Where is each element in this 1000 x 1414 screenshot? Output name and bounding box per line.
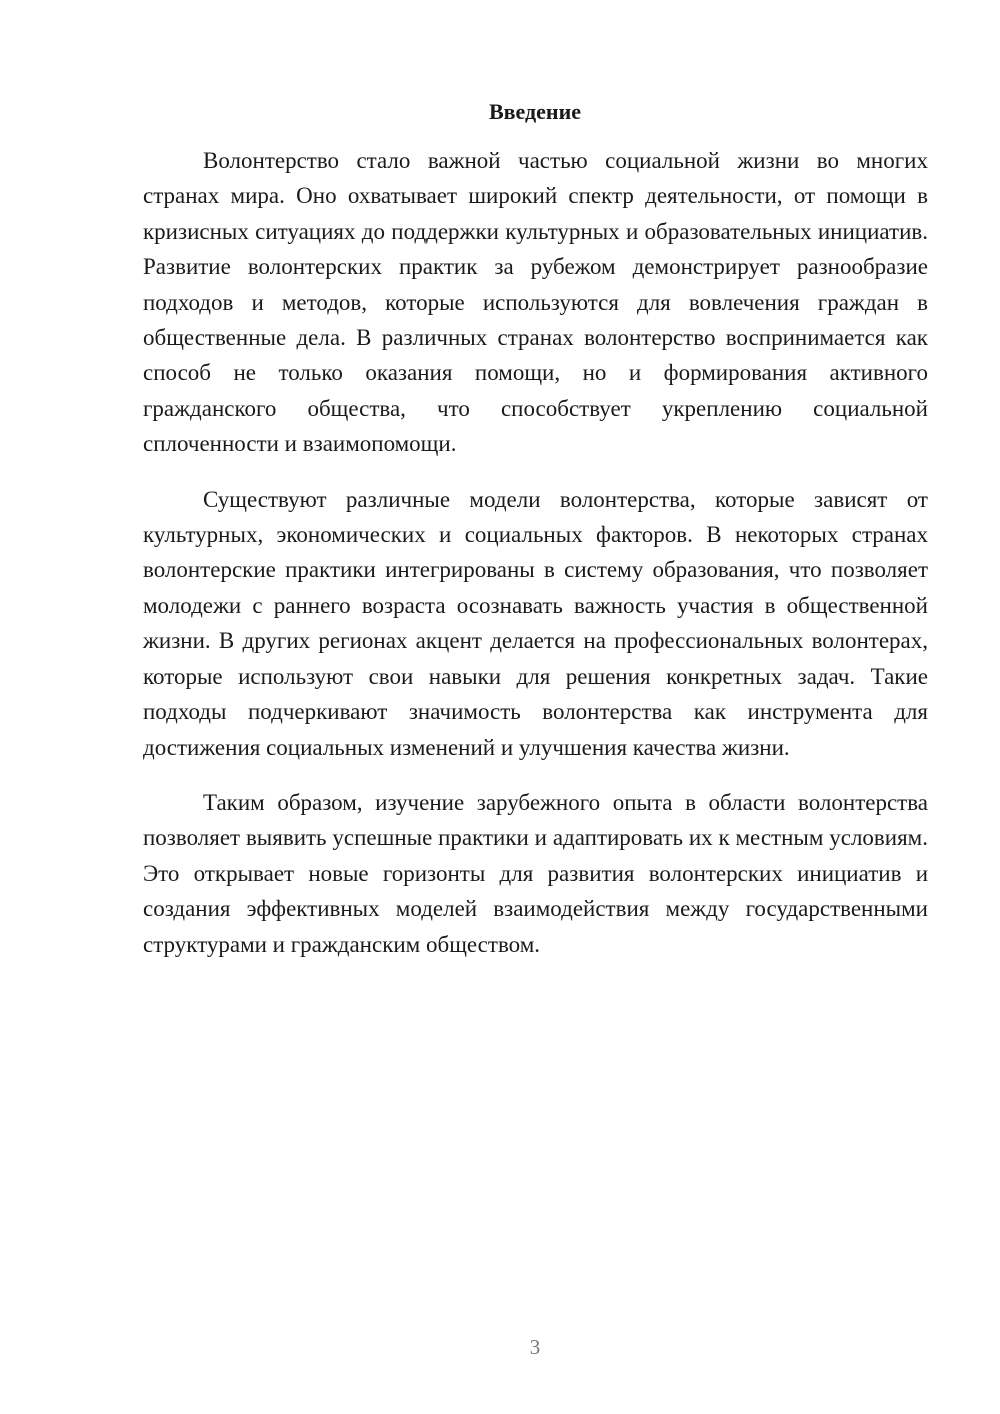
paragraph-3: Таким образом, изучение зарубежного опыта в области волонтерства позволяет выявить успешные практики и адаптировать их к местным условиям. Это открывает новые горизонты для развития волонтерских инициатив и создания эффективных моделей взаимодействия между государственными структурами и гражданским обществом. (143, 789, 928, 957)
paragraph-1: Волонтерство стало важной частью социальной жизни во многих странах мира. Оно охватывает широкий спектр деятельности, от помощи в кризисных ситуациях до поддержки культурных и образовательных инициатив. Развитие волонтерских практик за рубежом демонстрирует разнообразие подходов и методов, которые используются для вовлечения граждан в общественные дела. В различных странах волонтерство воспринимается как способ не только оказания помощи, но и формирования активного гражданского общества, что способствует укреплению социальной сплоченности и взаимопомощи. (143, 148, 928, 457)
page-number: 3 (529, 1335, 541, 1359)
document-body (143, 143, 928, 982)
paragraph-2: Существуют различные модели волонтерства, которые зависят от культурных, экономических и социальных факторов. В некоторых странах волонтерские практики интегрированы в систему образования, что позволяет молодежи с раннего возраста осознавать важность участия в общественной жизни. В других регионах акцент делается на профессиональных волонтерах, которые используют свои навыки для решения конкретных задач. Такие подходы подчеркивают значимость волонтерства как инструмента для достижения социальных изменений и улучшения качества жизни. (143, 486, 928, 760)
page-title: Введение (488, 99, 582, 124)
